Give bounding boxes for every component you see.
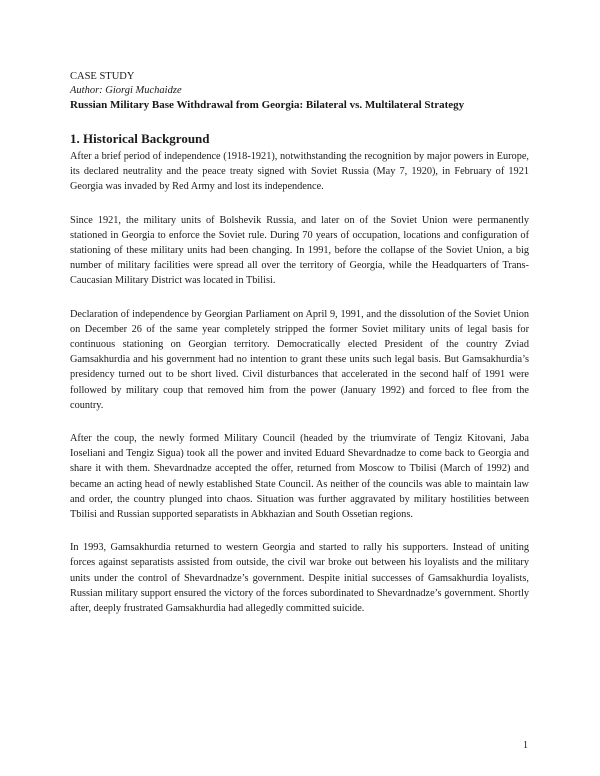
page-number: 1 [523,740,528,751]
paragraph-3: Declaration of independence by Georgian Parliament on April 9, 1991, and the dissolution of the Soviet Union on December 26 of the same year completely stripped the former Soviet military units of legal basis for continuous stationing on Georgian territory. Democratically elected President of the country Zviad Gamsakhurdia and his government had no intention to grant these units such legal basis. But Gamsakhurdia’s presidency turned out to be short lived. Civil disturbances that accelerated in the second half of 1991 were followed by military coup that removed him from the power (January 1992) and forced to flee from the country. [70,308,529,411]
section-heading: 1. Historical Background [70,131,210,146]
paragraph-4: After the coup, the newly formed Military Council (headed by the triumvirate of Tengiz Kitovani, Jaba Ioseliani and Tengiz Sigua) took all the power and invited Eduard Shevardnadze to come back to Georgia and share it with them. Shevardnadze accepted the offer, returned from Moscow to Tbilisi (March of 1992) and became an acting head of newly established State Council. As neither of the councils was able to maintain law and order, the country plunged into chaos. Situation was further aggravated by military hostilities between Tbilisi and Russian supported separatists in Abkhazian and South Ossetian regions. [70,433,529,521]
document-page [70,70,529,634]
case-study-label: CASE STUDY [70,71,135,82]
paragraph-1: After a brief period of independence (1918-1921), notwithstanding the recognition by major powers in Europe, its declared neutrality and the peace treaty signed with Soviet Russia (May 7, 1920), in February of 1921 Georgia was invaded by Red Army and lost its independence. [70,151,529,193]
document-title: Russian Military Base Withdrawal from Georgia: Bilateral vs. Multilateral Strategy [70,99,465,111]
author-line: Author: Giorgi Muchaidze [70,85,182,96]
paragraph-5: In 1993, Gamsakhurdia returned to western Georgia and started to rally his supporters. Instead of uniting forces against separatists assisted from outside, the civil war broke out between his loyalists and the military units under the control of Shevardnadze’s government. Despite initial successes of Gamsakhurdia loyalists, Russian military support ensured the victory of the forces subordinated to Shevardnadze’s government. Shortly after, deeply frustrated Gamsakhurdia had allegedly committed suicide. [70,542,529,615]
paragraph-2: Since 1921, the military units of Bolshevik Russia, and later on of the Soviet Union were permanently stationed in Georgia to enforce the Soviet rule. During 70 years of occupation, locations and configuration of stationing of these military units had been changing. In 1991, before the collapse of the Soviet Union, a big number of military facilities were spread all over the territory of Georgia, while the Headquarters of Trans-Caucasian Military District was located in Tbilisi. [70,214,529,287]
